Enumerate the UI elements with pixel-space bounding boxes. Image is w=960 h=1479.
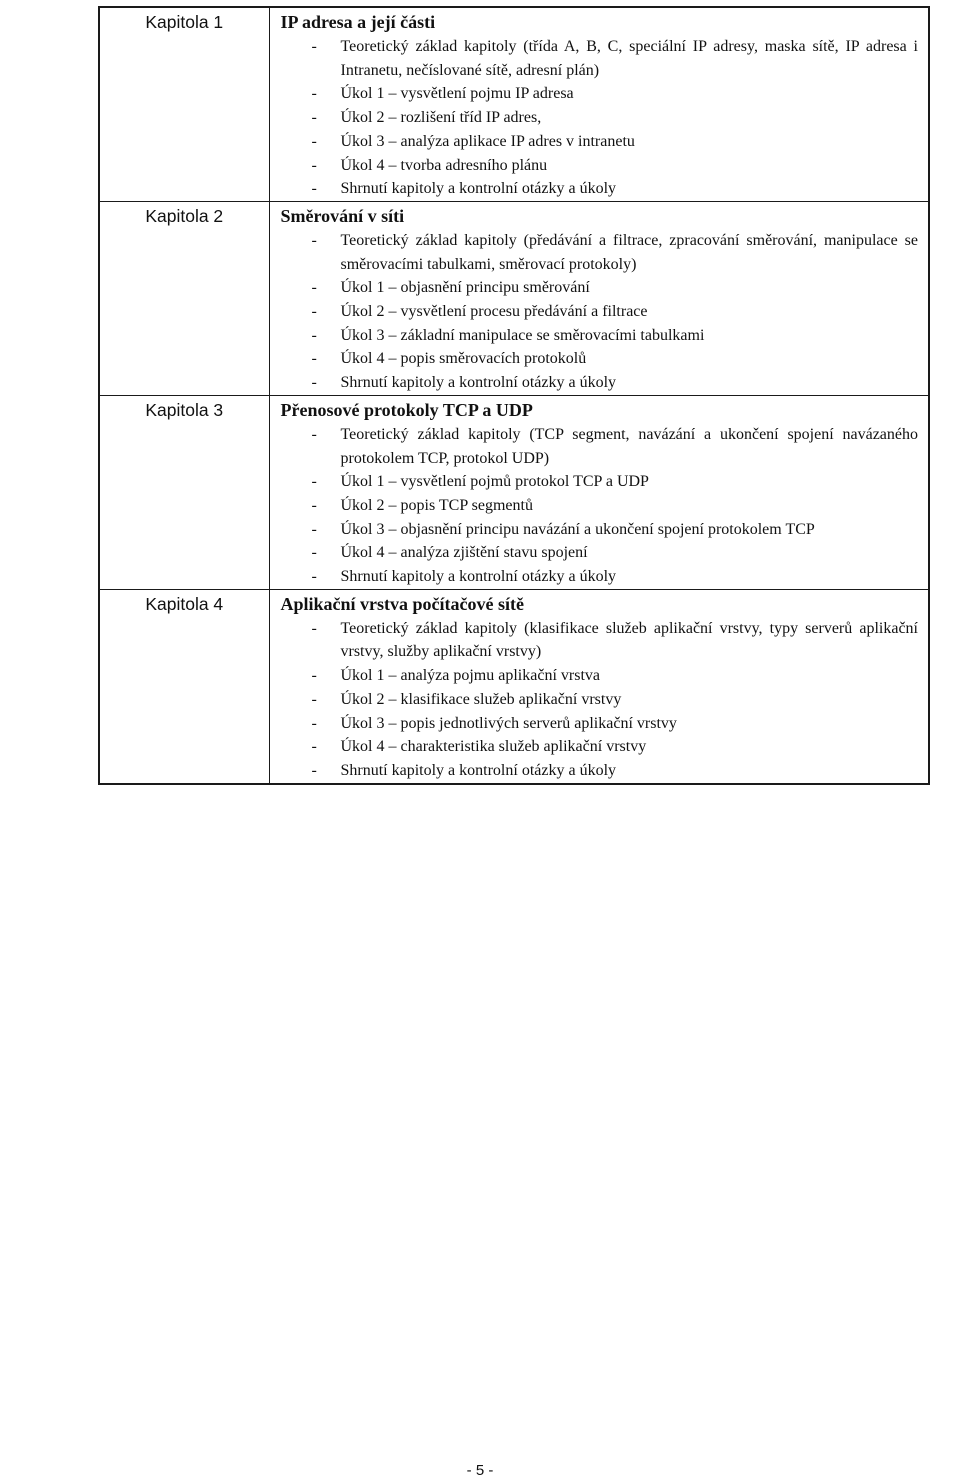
bullet-dash: - xyxy=(311,374,317,392)
chapter-content xyxy=(269,201,929,395)
bullet-dash: - xyxy=(311,714,317,732)
chapter-title: Směrování v síti xyxy=(280,205,405,226)
chapter-label: Kapitola 4 xyxy=(99,589,269,783)
bullet-dash: - xyxy=(311,350,317,368)
chapter-item-list xyxy=(281,229,919,395)
list-item-text: Úkol 2 – klasifikace služeb aplikační vrstvy xyxy=(340,690,622,708)
chapter-label: Kapitola 1 xyxy=(99,7,269,201)
list-item xyxy=(281,423,919,470)
bullet-dash: - xyxy=(311,568,317,586)
list-item-text: Shrnutí kapitoly a kontrolní otázky a úkoly xyxy=(340,761,617,779)
chapter-content xyxy=(269,589,929,783)
bullet-dash: - xyxy=(311,109,317,127)
bullet-dash: - xyxy=(311,738,317,756)
list-item-text: Teoretický základ kapitoly (třída A, B, C, speciální IP adresy, maska sítě, IP adresa i Intranetu, nečíslované sítě, adresní plán) xyxy=(340,38,918,79)
bullet-dash: - xyxy=(311,132,317,150)
list-item xyxy=(281,276,919,300)
bullet-dash: - xyxy=(311,38,317,55)
list-item xyxy=(281,35,919,82)
chapter-row xyxy=(99,201,929,395)
chapter-label: Kapitola 3 xyxy=(99,395,269,589)
list-item-text: Úkol 2 – vysvětlení procesu předávání a filtrace xyxy=(340,303,648,321)
bullet-dash: - xyxy=(311,619,317,637)
list-item xyxy=(281,371,919,395)
table-body xyxy=(99,7,929,784)
list-item xyxy=(281,518,919,542)
chapter-row xyxy=(99,589,929,783)
list-item xyxy=(281,735,919,759)
list-item-text: Shrnutí kapitoly a kontrolní otázky a úkoly xyxy=(340,568,617,586)
bullet-dash: - xyxy=(311,473,317,491)
list-item-text: Úkol 4 – tvorba adresního plánu xyxy=(340,156,548,174)
list-item-text: Shrnutí kapitoly a kontrolní otázky a úkoly xyxy=(340,180,617,198)
bullet-dash: - xyxy=(311,85,317,103)
chapter-label: Kapitola 2 xyxy=(99,201,269,395)
bullet-dash: - xyxy=(311,496,317,514)
bullet-dash: - xyxy=(311,156,317,174)
list-item-text: Úkol 1 – vysvětlení pojmu IP adresa xyxy=(340,85,574,103)
list-item xyxy=(281,106,919,130)
list-item-text: Úkol 4 – charakteristika služeb aplikační vrstvy xyxy=(340,738,647,756)
list-item-text: Úkol 3 – analýza aplikace IP adres v intranetu xyxy=(340,132,635,150)
list-item-text: Úkol 1 – objasnění principu směrování xyxy=(340,279,590,297)
chapter-item-list xyxy=(281,423,919,589)
list-item xyxy=(281,565,919,589)
page-number: - 5 - xyxy=(466,1462,494,1479)
list-item-text: Úkol 4 – popis směrovacích protokolů xyxy=(340,350,587,368)
bullet-dash: - xyxy=(311,180,317,198)
chapter-content xyxy=(269,7,929,201)
list-item xyxy=(281,82,919,106)
list-item-text: Úkol 1 – vysvětlení pojmů protokol TCP a UDP xyxy=(340,473,649,491)
list-item xyxy=(281,541,919,565)
chapter-item-list xyxy=(281,617,919,783)
list-item-text: Úkol 3 – základní manipulace se směrovacími tabulkami xyxy=(340,326,705,344)
list-item-text: Úkol 2 – popis TCP segmentů xyxy=(340,496,533,514)
list-item xyxy=(281,347,919,371)
bullet-dash: - xyxy=(311,231,317,249)
list-item xyxy=(281,470,919,494)
list-item-text: Úkol 2 – rozlišení tříd IP adres, xyxy=(340,109,542,127)
chapter-title: Přenosové protokoly TCP a UDP xyxy=(280,399,533,420)
bullet-dash: - xyxy=(311,544,317,562)
bullet-dash: - xyxy=(311,279,317,297)
list-item xyxy=(281,712,919,736)
list-item xyxy=(281,617,919,664)
list-item-text: Úkol 4 – analýza zjištění stavu spojení xyxy=(340,544,588,562)
list-item-text: Teoretický základ kapitoly (klasifikace služeb aplikační vrstvy, typy serverů aplikační vrstvy, služby aplikační vrstvy) xyxy=(340,619,918,661)
chapter-row xyxy=(99,7,929,201)
list-item xyxy=(281,664,919,688)
chapter-title: Aplikační vrstva počítačové sítě xyxy=(280,593,524,614)
list-item xyxy=(281,154,919,178)
chapter-title: IP adresa a její části xyxy=(280,12,436,32)
chapter-item-list xyxy=(281,35,919,201)
list-item-text: Úkol 1 – analýza pojmu aplikační vrstva xyxy=(340,667,600,685)
list-item-text: Teoretický základ kapitoly (TCP segment, navázání a ukončení spojení navázaného protokolem TCP, protokol UDP) xyxy=(340,425,918,467)
bullet-dash: - xyxy=(311,520,317,538)
bullet-dash: - xyxy=(311,761,317,779)
list-item-text: Teoretický základ kapitoly (předávání a filtrace, zpracování směrování, manipulace se směrovacími tabulkami, směrovací protokoly) xyxy=(340,231,918,273)
chapter-overview-table xyxy=(98,6,930,785)
bullet-dash: - xyxy=(311,690,317,708)
list-item-text: Úkol 3 – objasnění principu navázání a ukončení spojení protokolem TCP xyxy=(340,520,815,538)
list-item-text: Shrnutí kapitoly a kontrolní otázky a úkoly xyxy=(340,374,617,392)
list-item xyxy=(281,177,919,201)
bullet-dash: - xyxy=(311,667,317,685)
list-item xyxy=(281,229,919,276)
bullet-dash: - xyxy=(311,303,317,321)
list-item xyxy=(281,300,919,324)
list-item-text: Úkol 3 – popis jednotlivých serverů aplikační vrstvy xyxy=(340,714,677,732)
bullet-dash: - xyxy=(311,326,317,344)
list-item xyxy=(281,759,919,783)
bullet-dash: - xyxy=(311,425,317,443)
list-item xyxy=(281,494,919,518)
list-item xyxy=(281,324,919,348)
chapter-row xyxy=(99,395,929,589)
chapter-content xyxy=(269,395,929,589)
list-item xyxy=(281,130,919,154)
list-item xyxy=(281,688,919,712)
